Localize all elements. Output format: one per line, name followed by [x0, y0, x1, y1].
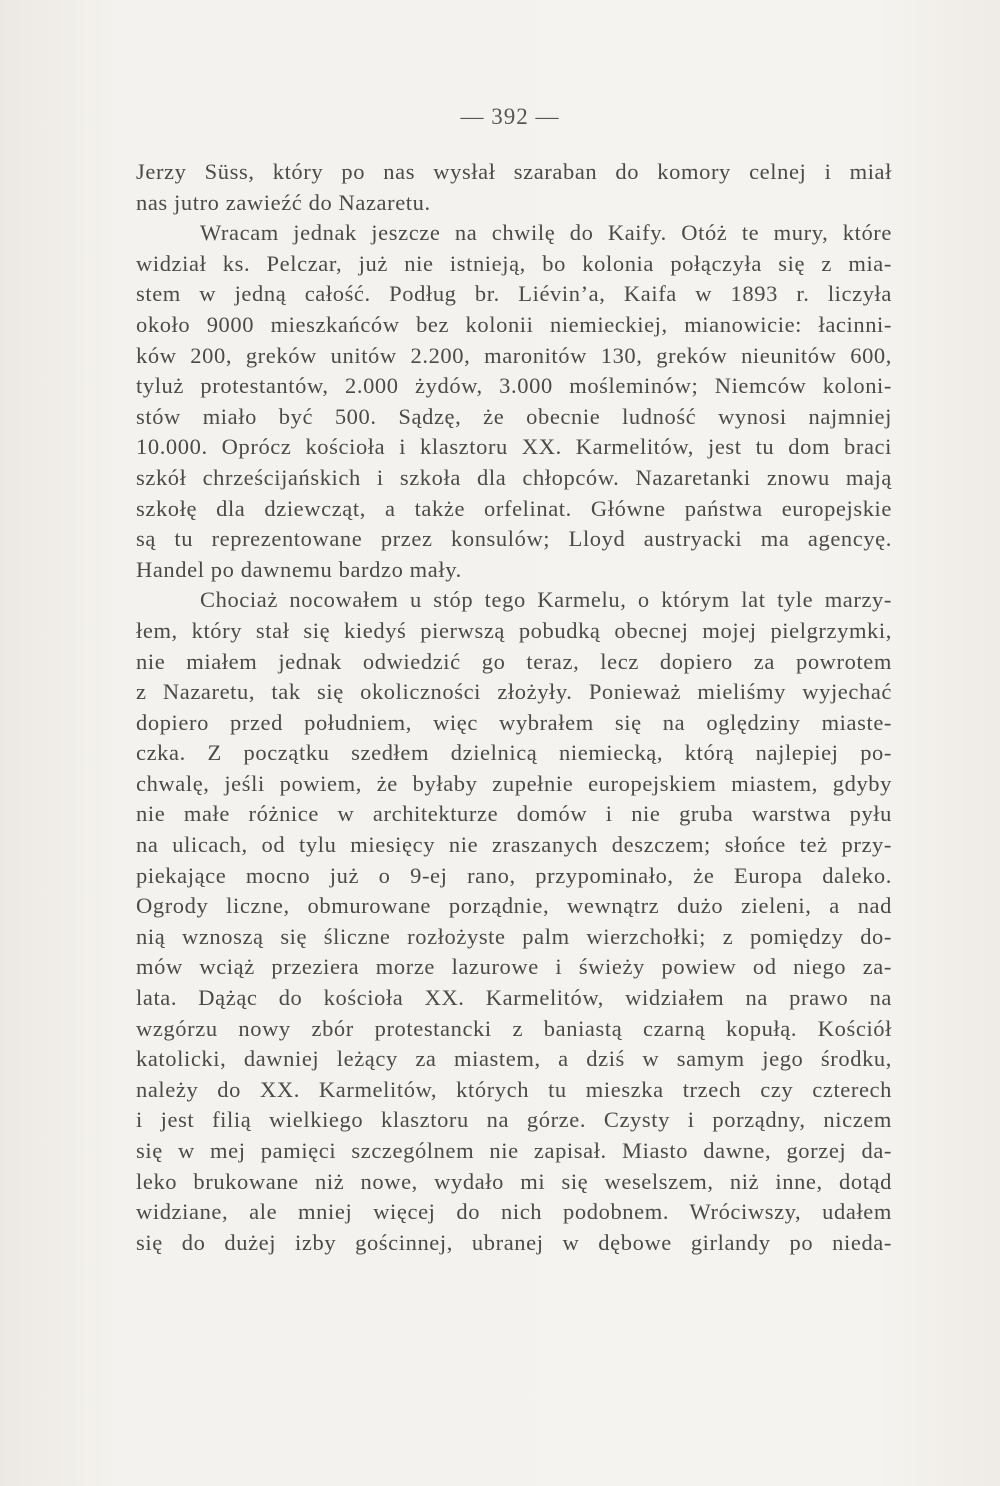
paragraph-2 — [136, 218, 892, 585]
text-line: Ogrody liczne, obmurowane porządnie, wewnątrz dużo zieleni, a nad — [136, 893, 892, 919]
text-line: Handel po dawnemu bardzo mały. — [136, 556, 462, 582]
text-line: widział ks. Pelczar, już nie istnieją, bo kolonia połączyła się z mia- — [136, 250, 892, 276]
text-line: nie małe różnice w architekturze domów i nie gruba warstwa pyłu — [136, 801, 892, 827]
page-body — [136, 157, 892, 1258]
text-line: należy do XX. Karmelitów, których tu mieszka trzech czy czterech — [136, 1076, 892, 1102]
text-line: stów miało być 500. Sądzę, że obecnie ludność wynosi najmniej — [136, 403, 892, 429]
text-line: mów wciąż przeziera morze lazurowe i świeży powiew od niego za- — [136, 954, 892, 980]
text-line: dopiero przed południem, więc wybrałem się na oględziny miaste- — [136, 709, 892, 735]
text-line: się w mej pamięci szczególnem nie zapisał. Miasto dawne, gorzej da- — [136, 1138, 892, 1163]
text-line: nas jutro zawieźć do Nazaretu. — [136, 189, 431, 215]
text-line: Wracam jednak jeszcze na chwilę do Kaify. Otóż te mury, które — [200, 220, 892, 246]
text-line: leko brukowane niż nowe, wydało mi się weselszem, niż inne, dotąd — [136, 1168, 892, 1194]
text-line: Chociaż nocowałem u stóp tego Karmelu, o którym lat tyle marzy- — [200, 587, 892, 613]
paragraph-3 — [136, 585, 892, 1258]
text-line: szkołę dla dziewcząt, a także orfelinat. Główne państwa europejskie — [136, 495, 892, 521]
text-line: i jest filią wielkiego klasztoru na górze. Czysty i porządny, niczem — [136, 1107, 892, 1133]
text-line: chwalę, jeśli powiem, że byłaby zupełnie europejskiem miastem, gdyby — [136, 770, 892, 796]
text-line: katolicki, dawniej leżący za miastem, a dziś w samym jego środku, — [136, 1046, 892, 1072]
text-line: wzgórzu nowy zbór protestancki z baniastą czarną kopułą. Kościół — [136, 1015, 892, 1041]
text-line: około 9000 mieszkańców bez kolonii niemieckiej, mianowicie: łacinni- — [136, 311, 892, 337]
text-line: Jerzy Süss, który po nas wysłał szaraban do komory celnej i miał — [136, 159, 892, 184]
text-line: nie miałem jednak odwiedzić go teraz, lecz dopiero za powrotem — [136, 648, 892, 674]
text-line: widziane, ale mniej więcej do nich podobnem. Wróciwszy, udałem — [136, 1199, 892, 1225]
text-line: stem w jedną całość. Podług br. Liévin’a, Kaifa w 1893 r. liczyła — [136, 281, 892, 307]
text-line: piekające mocno już o 9-ej rano, przypominało, że Europa daleko. — [136, 862, 892, 888]
text-line: na ulicach, od tylu miesięcy nie zraszanych deszczem; słońce też przy- — [136, 832, 892, 858]
text-line: tyluż protestantów, 2.000 żydów, 3.000 mośleminów; Niemców koloni- — [136, 373, 892, 399]
text-line: nią wznoszą się śliczne rozłożyste palm wierzchołki; z pomiędzy do- — [136, 923, 892, 949]
text-line: się do dużej izby gościnnej, ubranej w dębowe girlandy po nieda- — [136, 1229, 892, 1255]
text-line: z Nazaretu, tak się okoliczności złożyły. Ponieważ mieliśmy wyjechać — [136, 679, 892, 705]
page-number: — 392 — — [460, 104, 560, 129]
text-line: ków 200, greków unitów 2.200, maronitów 130, greków nieunitów 600, — [136, 342, 892, 368]
text-line: czka. Z początku szedłem dzielnicą niemiecką, którą najlepiej po- — [136, 740, 892, 766]
text-line: szkół chrześcijańskich i szkoła dla chłopców. Nazaretanki znowu mają — [136, 464, 892, 490]
text-line: są tu reprezentowane przez konsulów; Lloyd austryacki ma agencyę. — [136, 526, 892, 552]
text-line: 10.000. Oprócz kościoła i klasztoru XX. Karmelitów, jest tu dom braci — [136, 434, 892, 460]
text-line: lata. Dążąc do kościoła XX. Karmelitów, widziałem na prawo na — [136, 985, 892, 1011]
text-line: łem, który stał się kiedyś pierwszą pobudką obecnej mojej pielgrzymki, — [136, 617, 892, 643]
paragraph-1 — [136, 157, 892, 218]
